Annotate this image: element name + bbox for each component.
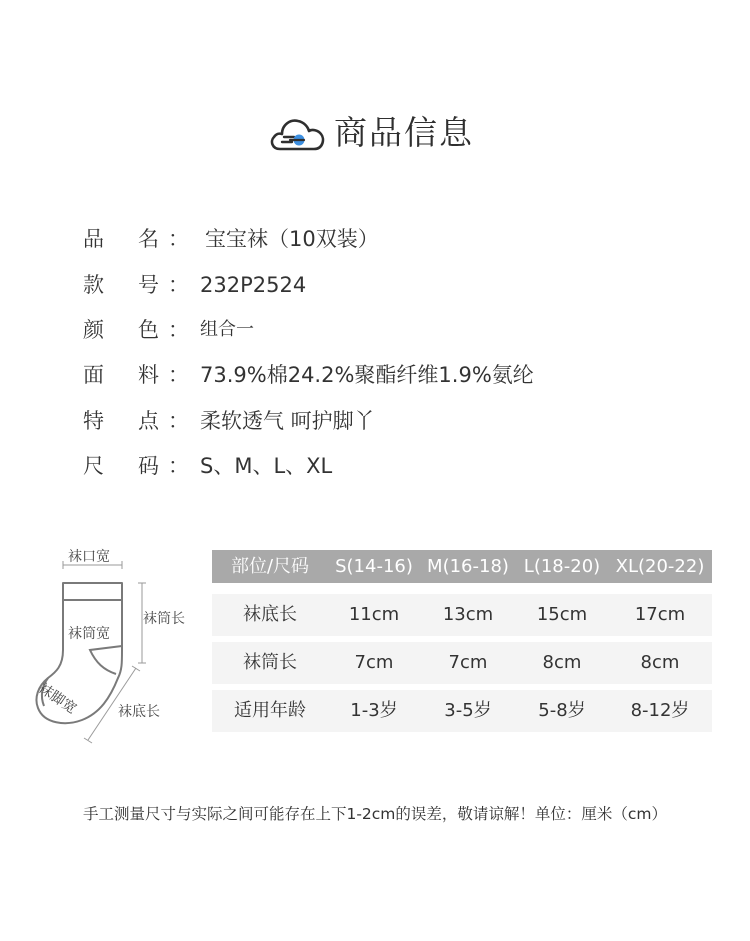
info-colon: ： <box>168 318 189 342</box>
info-label-char: 面 <box>83 363 104 387</box>
info-value-sizes: S、M、L、XL <box>200 454 333 478</box>
table-cell: 8-12岁 <box>630 700 690 721</box>
table-cell: 7cm <box>354 652 394 673</box>
info-colon: ： <box>168 227 189 251</box>
label-foot-width: 袜脚宽 <box>35 680 80 718</box>
table-cell: 1-3岁 <box>350 700 398 721</box>
info-label-char: 色 <box>138 318 159 342</box>
table-row <box>212 594 712 636</box>
table-cell: 7cm <box>448 652 488 673</box>
table-cell: 13cm <box>442 604 494 625</box>
table-header <box>212 550 712 583</box>
table-cell: 3-5岁 <box>444 700 492 721</box>
table-cell: 8cm <box>542 652 582 673</box>
table-header-cell: L(18-20) <box>523 556 601 577</box>
info-label-char: 品 <box>83 227 104 251</box>
sock-outline-icon <box>30 538 200 748</box>
info-colon: ： <box>168 409 189 433</box>
info-value-sku: 232P2524 <box>200 273 307 297</box>
table-row <box>212 642 712 684</box>
info-label-char: 号 <box>138 273 159 297</box>
info-colon: ： <box>168 454 189 478</box>
label-tube-width: 袜筒宽 <box>68 626 110 642</box>
info-label-char: 颜 <box>83 318 104 342</box>
label-opening-width: 袜口宽 <box>68 549 110 565</box>
table-header-cell: M(16-18) <box>427 556 509 577</box>
measurement-footnote: 手工测量尺寸与实际之间可能存在上下1-2cm的误差，敬请谅解！单位：厘米（cm） <box>82 805 668 823</box>
table-cell: 15cm <box>536 604 588 625</box>
table-row <box>212 690 712 732</box>
table-cell: 11cm <box>348 604 400 625</box>
info-label-char: 料 <box>138 363 159 387</box>
info-colon: ： <box>168 363 189 387</box>
info-value-name: 宝宝袜（10双装） <box>205 227 379 251</box>
info-colon: ： <box>168 273 189 297</box>
info-label-char: 名 <box>138 227 159 251</box>
table-header-cell: XL(20-22) <box>615 556 705 577</box>
cloud-icon <box>268 113 326 155</box>
table-cell: 适用年龄 <box>234 700 306 721</box>
table-cell: 8cm <box>640 652 680 673</box>
page-title: 商品信息 <box>334 113 474 152</box>
label-sole-length: 袜底长 <box>118 704 160 720</box>
table-cell: 17cm <box>634 604 686 625</box>
section-header <box>0 110 750 160</box>
table-cell: 袜底长 <box>243 604 297 625</box>
info-value-features: 柔软透气 呵护脚丫 <box>200 409 375 433</box>
table-header-cell: S(14-16) <box>335 556 413 577</box>
table-header-cell: 部位/尺码 <box>230 556 310 577</box>
info-label-char: 点 <box>138 409 159 433</box>
table-cell: 袜筒长 <box>243 652 297 673</box>
info-label-char: 特 <box>83 409 104 433</box>
info-label-char: 尺 <box>83 454 104 478</box>
info-label-char: 码 <box>138 454 159 478</box>
info-value-material: 73.9%棉24.2%聚酯纤维1.9%氨纶 <box>200 363 534 387</box>
label-tube-length: 袜筒长 <box>143 611 185 627</box>
sock-diagram <box>30 538 200 748</box>
info-label-char: 款 <box>83 273 104 297</box>
info-value-color: 组合一 <box>200 319 254 340</box>
table-cell: 5-8岁 <box>538 700 586 721</box>
